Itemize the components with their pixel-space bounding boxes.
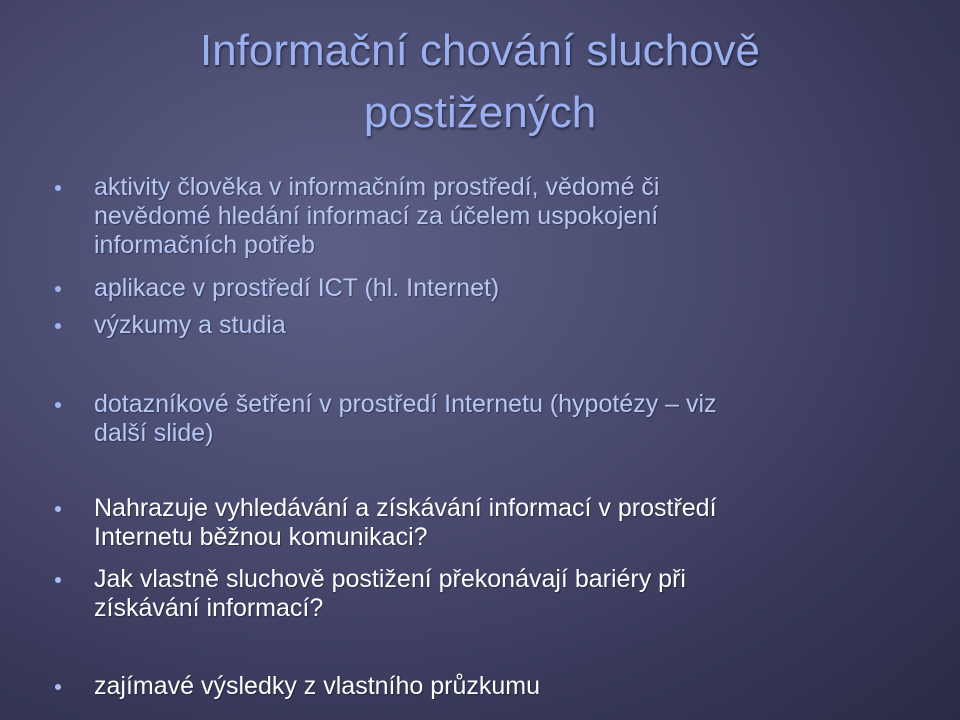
bullet-item xyxy=(55,311,915,340)
bullet-text: Jak vlastně sluchově postižení překonávají bariéry při získávání informací? xyxy=(94,565,686,622)
slide-title: Informační chování sluchově postižených xyxy=(199,26,761,137)
bullet-item xyxy=(55,274,915,303)
bullet-dot-icon xyxy=(55,506,61,512)
bullet-dot-icon xyxy=(55,684,61,690)
bullet-item xyxy=(55,173,915,260)
bullet-text: Nahrazuje vyhledávání a získávání informací v prostředí Internetu běžnou komunikaci? xyxy=(94,494,717,551)
bullet-dot-icon xyxy=(55,286,61,292)
bullet-dot-icon xyxy=(55,402,61,408)
bullet-text: aplikace v prostředí ICT (hl. Internet) xyxy=(94,274,500,302)
bullet-text: zajímavé výsledky z vlastního průzkumu xyxy=(94,672,541,700)
bullet-text: výzkumy a studia xyxy=(94,311,286,339)
bullet-item xyxy=(55,565,915,623)
bullet-text: aktivity člověka v informačním prostředí, vědomé či nevědomé hledání informací za účelem uspokojení informačních potřeb xyxy=(94,173,660,259)
bullet-item xyxy=(55,672,915,701)
bullet-text: dotazníkové šetření v prostředí Internetu (hypotézy – viz další slide) xyxy=(94,390,717,447)
bullet-dot-icon xyxy=(55,577,61,583)
bullet-item xyxy=(55,390,915,448)
bullet-item xyxy=(55,494,915,552)
bullet-dot-icon xyxy=(55,185,61,191)
bullet-dot-icon xyxy=(55,323,61,329)
